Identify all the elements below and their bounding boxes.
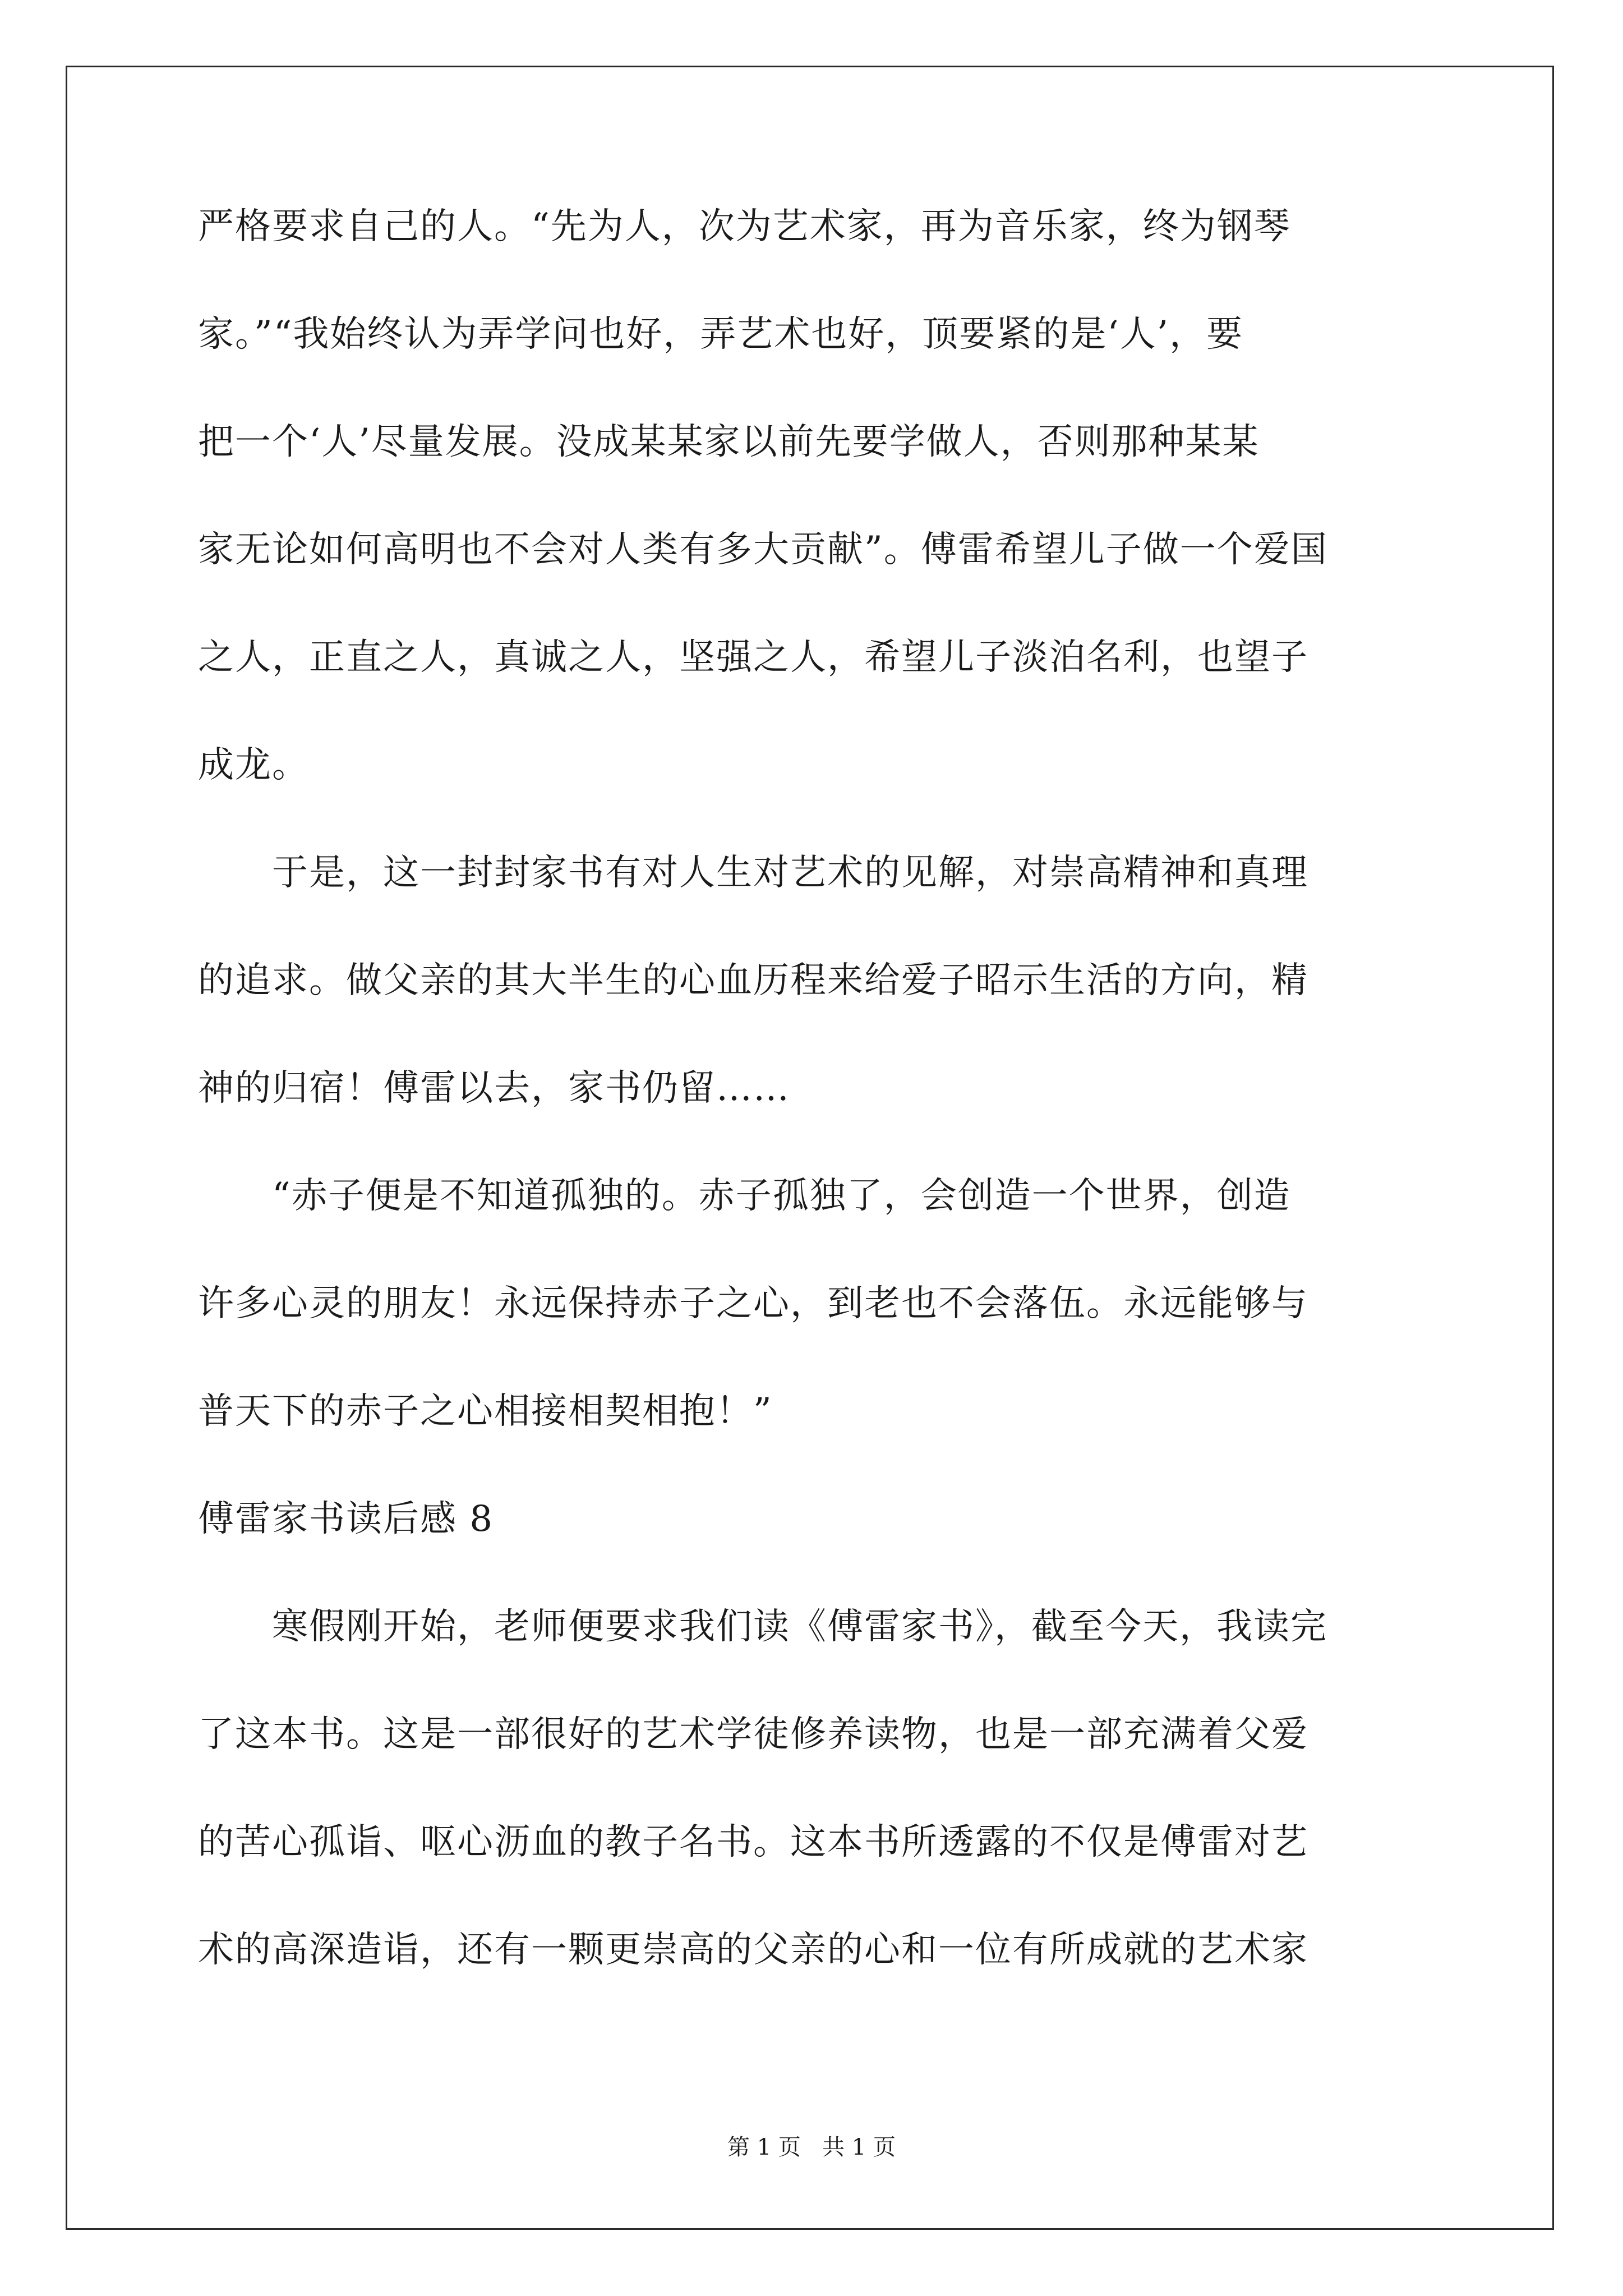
text-line: 把一个‘人’尽量发展。没成某某家以前先要学做人，否则那种某某 [198,421,1260,463]
text-line: 神的归宿！傅雷以去，家书仍留…… [198,1068,790,1109]
text-line: 于是，这一封封家书有对人生对艺术的见解，对崇高精神和真理 [198,852,1308,894]
text-line: 严格要求自己的人。“先为人，次为艺术家，再为音乐家，终为钢琴 [198,206,1291,247]
section-heading: 傅雷家书读后感 8 [198,1498,494,1540]
page-footer: 第 1 页 共 1 页 [727,2134,896,2160]
text-line: 家无论如何高明也不会对人类有多大贡献”。傅雷希望儿子做一个爱国 [198,529,1328,570]
text-line: 了这本书。这是一部很好的艺术学徒修养读物，也是一部充满着父爱 [198,1714,1308,1755]
text-line: 的苦心孤诣、呕心沥血的教子名书。这本书所透露的不仅是傅雷对艺 [198,1821,1308,1863]
text-line: 寒假刚开始，老师便要求我们读《傅雷家书》，截至今天，我读完 [198,1606,1327,1648]
text-line: “赤子便是不知道孤独的。赤子孤独了，会创造一个世界，创造 [198,1175,1291,1217]
text-line: 之人，正直之人，真诚之人，坚强之人，希望儿子淡泊名利，也望子 [198,637,1308,678]
text-line: 家。”“我始终认为弄学问也好，弄艺术也好，顶要紧的是‘人’，要 [198,314,1244,355]
text-line: 的追求。做父亲的其大半生的心血历程来给爱子昭示生活的方向，精 [198,960,1308,1001]
text-line: 许多心灵的朋友！永远保持赤子之心，到老也不会落伍。永远能够与 [198,1283,1308,1324]
text-line: 成龙。 [198,744,309,786]
document-body [198,206,1432,1971]
text-line: 术的高深造诣，还有一颗更崇高的父亲的心和一位有所成就的艺术家 [198,1929,1308,1971]
text-line: 普天下的赤子之心相接相契相抱！” [198,1391,773,1432]
